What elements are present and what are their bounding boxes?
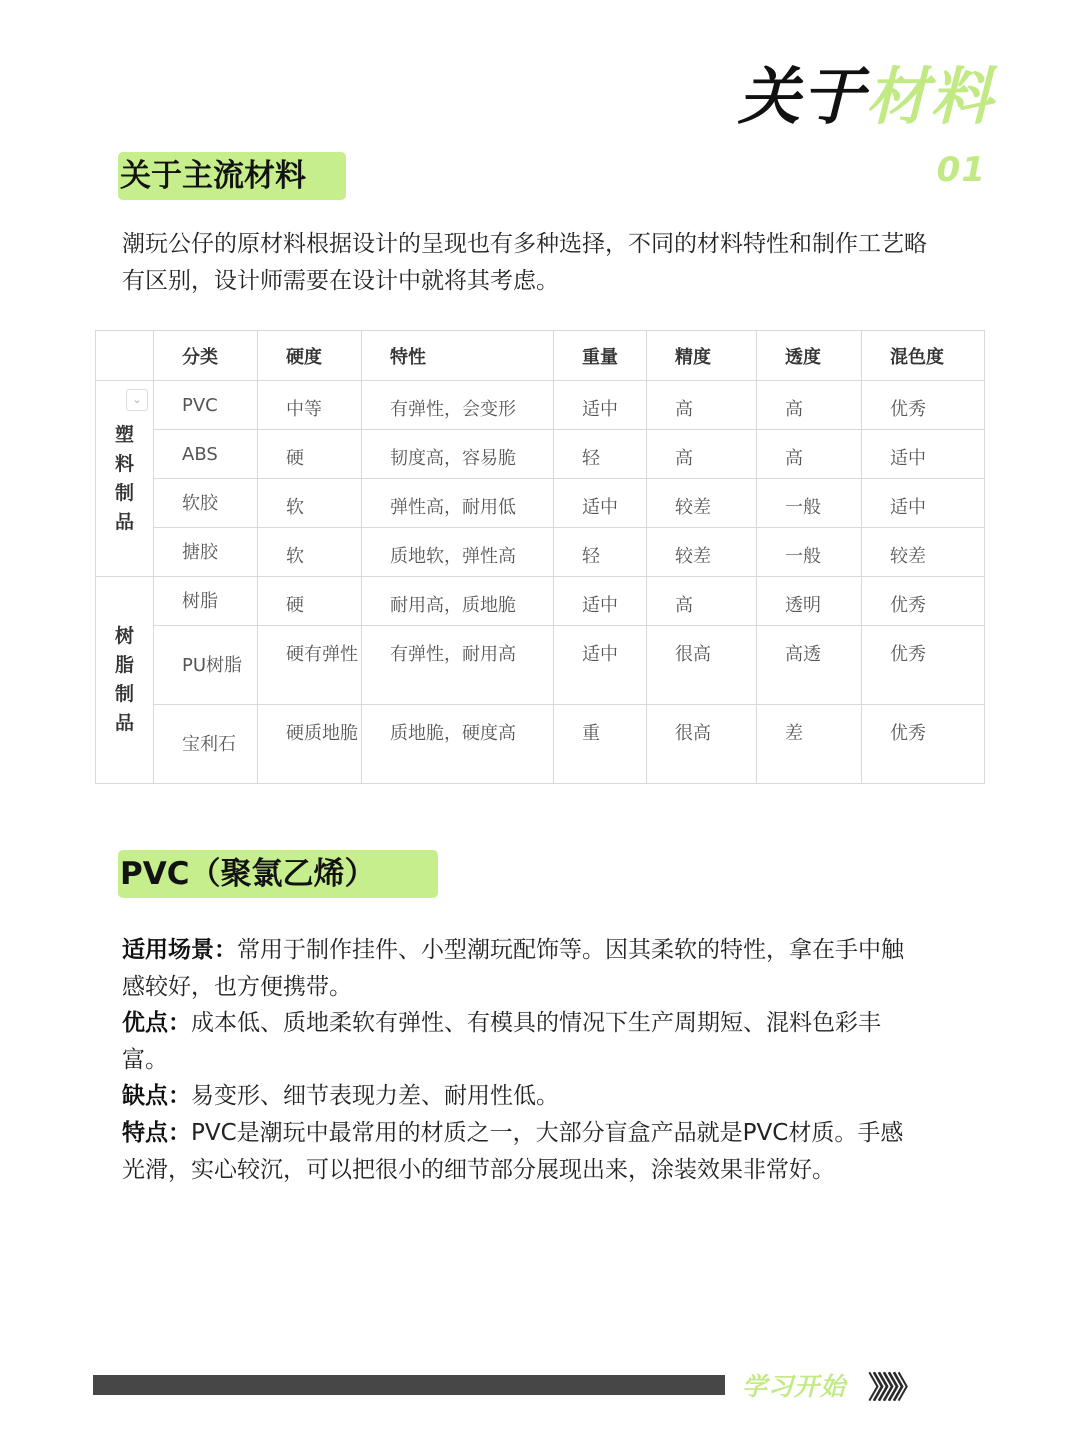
material-name-cell: 宝利石 bbox=[154, 705, 258, 784]
table-cell: 差 bbox=[757, 705, 862, 784]
material-name-cell: 搪胶 bbox=[154, 528, 258, 577]
pvc-description bbox=[122, 932, 922, 1188]
table-cell: 轻 bbox=[554, 528, 647, 577]
table-cell: 适中 bbox=[554, 626, 647, 705]
table-cell: 质地软，弹性高 bbox=[362, 528, 554, 577]
table-cell: 硬有弹性 bbox=[258, 626, 362, 705]
table-cell: 适中 bbox=[554, 479, 647, 528]
description-label: 缺点： bbox=[122, 1083, 191, 1110]
chevron-down-icon[interactable]: ⌄ bbox=[126, 389, 148, 411]
table-cell: 耐用高，质地脆 bbox=[362, 577, 554, 626]
footer-text: 学习开始 bbox=[742, 1372, 847, 1401]
header-cell: 透度 bbox=[757, 331, 862, 381]
description-label: 适用场景： bbox=[122, 937, 237, 963]
table-row bbox=[96, 528, 985, 577]
table-cell: 高 bbox=[647, 577, 757, 626]
category-cell bbox=[96, 577, 154, 784]
footer-bar bbox=[93, 1375, 725, 1395]
intro-paragraph: 潮玩公仔的原材料根据设计的呈现也有多种选择，不同的材料特性和制作工艺略有区别，设计师需要在设计中就将其考虑。 bbox=[122, 231, 927, 294]
header-cell: 重量 bbox=[554, 331, 647, 381]
table-cell: 高 bbox=[647, 381, 757, 430]
section-heading-main-materials: 关于主流材料 bbox=[118, 152, 346, 200]
description-text: 常用于制作挂件、小型潮玩配饰等。因其柔软的特性，拿在手中触感较好，也方便携带。 bbox=[122, 937, 904, 1000]
table-cell: 质地脆，硬度高 bbox=[362, 705, 554, 784]
material-name-cell: PVC bbox=[154, 381, 258, 430]
table-cell: 很高 bbox=[647, 626, 757, 705]
footer-arrows-icon: 》》》》》》 bbox=[868, 1371, 913, 1406]
description-label: 特点： bbox=[122, 1119, 191, 1146]
table-cell: 韧度高，容易脆 bbox=[362, 430, 554, 479]
header-cell: 特性 bbox=[362, 331, 554, 381]
table-cell: 中等 bbox=[258, 381, 362, 430]
material-name-cell: 树脂 bbox=[154, 577, 258, 626]
table-cell: 高透 bbox=[757, 626, 862, 705]
table-cell: 优秀 bbox=[862, 381, 985, 430]
table-header bbox=[96, 331, 985, 381]
category-label: 树脂制品 bbox=[114, 625, 134, 734]
header-cell: 硬度 bbox=[258, 331, 362, 381]
table-cell: 轻 bbox=[554, 430, 647, 479]
description-text: PVC是潮玩中最常用的材质之一，大部分盲盒产品就是PVC材质。手感光滑，实心较沉，可以把很小的细节部分展现出来，涂装效果非常好。 bbox=[122, 1119, 904, 1183]
table-cell: 适中 bbox=[862, 430, 985, 479]
description-label: 优点： bbox=[122, 1010, 191, 1037]
table-cell: 一般 bbox=[757, 479, 862, 528]
description-text: 易变形、细节表现力差、耐用性低。 bbox=[191, 1083, 559, 1110]
table-cell: 适中 bbox=[554, 577, 647, 626]
table-cell: 硬 bbox=[258, 577, 362, 626]
description-item bbox=[122, 932, 922, 1005]
page-title bbox=[737, 60, 994, 133]
materials-table bbox=[95, 330, 985, 784]
table-cell: 高 bbox=[647, 430, 757, 479]
table-cell: 弹性高，耐用低 bbox=[362, 479, 554, 528]
table-row bbox=[96, 381, 985, 430]
table-cell: 重 bbox=[554, 705, 647, 784]
header-cell: 精度 bbox=[647, 331, 757, 381]
table-cell: 优秀 bbox=[862, 626, 985, 705]
table-cell: 高 bbox=[757, 381, 862, 430]
table-cell: 适中 bbox=[554, 381, 647, 430]
description-text: 成本低、质地柔软有弹性、有模具的情况下生产周期短、混料色彩丰富。 bbox=[122, 1010, 881, 1073]
description-item bbox=[122, 1078, 922, 1115]
header-cell: 分类 bbox=[154, 331, 258, 381]
section-heading-pvc: PVC（聚氯乙烯） bbox=[118, 850, 438, 898]
table-row bbox=[96, 577, 985, 626]
table-cell: 硬质地脆 bbox=[258, 705, 362, 784]
table-cell: 较差 bbox=[647, 479, 757, 528]
header-cell-blank bbox=[96, 331, 154, 381]
table-cell: 一般 bbox=[757, 528, 862, 577]
header-cell: 混色度 bbox=[862, 331, 985, 381]
material-name-cell: ABS bbox=[154, 430, 258, 479]
table-cell: 软 bbox=[258, 528, 362, 577]
table-cell: 优秀 bbox=[862, 577, 985, 626]
table-row bbox=[96, 430, 985, 479]
table-cell: 高 bbox=[757, 430, 862, 479]
table-cell: 有弹性，会变形 bbox=[362, 381, 554, 430]
table-header-row bbox=[96, 331, 985, 381]
table-cell: 较差 bbox=[862, 528, 985, 577]
table-body bbox=[96, 381, 985, 784]
category-cell bbox=[96, 381, 154, 577]
table-cell: 透明 bbox=[757, 577, 862, 626]
table-row bbox=[96, 705, 985, 784]
table-cell: 适中 bbox=[862, 479, 985, 528]
description-item bbox=[122, 1005, 922, 1078]
table-cell: 硬 bbox=[258, 430, 362, 479]
table-cell: 较差 bbox=[647, 528, 757, 577]
page-title-text: 关于材料 bbox=[737, 60, 994, 133]
table-cell: 有弹性，耐用高 bbox=[362, 626, 554, 705]
table-cell: 很高 bbox=[647, 705, 757, 784]
material-name-cell: PU树脂 bbox=[154, 626, 258, 705]
table-row bbox=[96, 626, 985, 705]
page-number: 01 bbox=[936, 150, 986, 190]
table-row bbox=[96, 479, 985, 528]
description-item bbox=[122, 1115, 922, 1188]
category-label: 塑料制品 bbox=[114, 423, 134, 533]
table-cell: 软 bbox=[258, 479, 362, 528]
table-cell: 优秀 bbox=[862, 705, 985, 784]
material-name-cell: 软胶 bbox=[154, 479, 258, 528]
